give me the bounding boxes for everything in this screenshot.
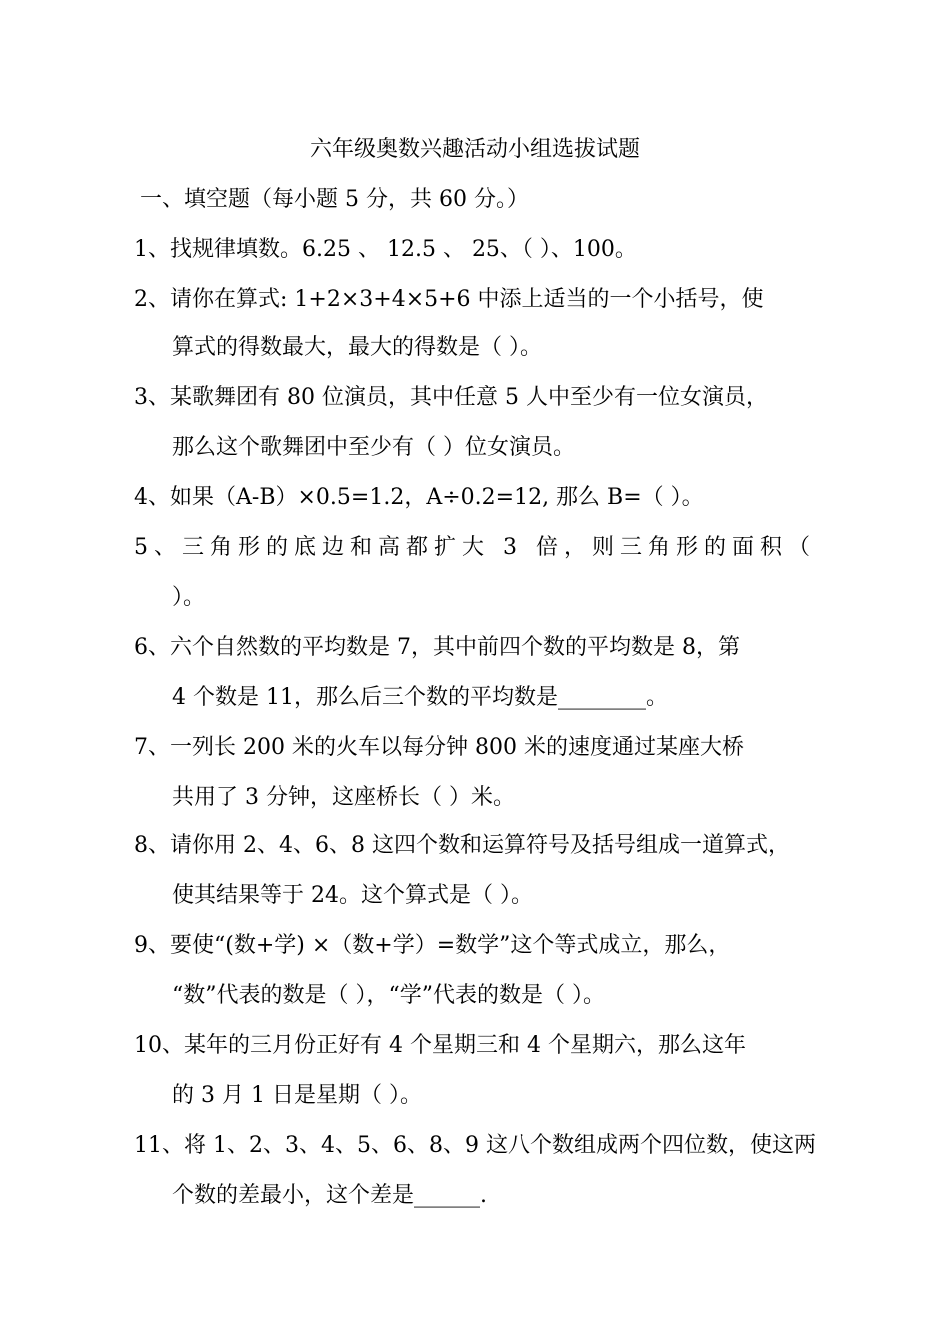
question-8-line-1: 8、请你用 2、4、6、8 这四个数和运算符号及括号组成一道算式，	[134, 833, 790, 858]
question-6-line-2: 4 个数是 11，那么后三个数的平均数是________。	[172, 685, 668, 710]
question-9-line-1: 9、要使“(数+学) ×（数+学）=数学”这个等式成立，那么，	[134, 933, 731, 958]
question-11-line-1: 11、将 1、2、3、4、5、6、8、9 这八个数组成两个四位数，使这两	[134, 1133, 816, 1158]
question-5-line-2: ）。	[172, 585, 206, 610]
question-2-line-1: 2、请你在算式: 1+2×3+4×5+6 中添上适当的一个小括号，使	[134, 287, 764, 312]
section-heading: 一、填空题（每小题 5 分，共 60 分。）	[140, 187, 529, 212]
question-1-line-1: 1、找规律填数。6.25 、 12.5 、 25、（ ）、100。	[134, 237, 637, 262]
question-10-line-1: 10、某年的三月份正好有 4 个星期三和 4 个星期六，那么这年	[134, 1033, 746, 1058]
question-6-line-1: 6、六个自然数的平均数是 7，其中前四个数的平均数是 8，第	[134, 635, 740, 660]
question-10-line-2: 的 3 月 1 日是星期（ ）。	[172, 1083, 422, 1108]
question-5-line-1: 5、三角形的底边和高都扩大 3 倍，则三角形的面积（	[134, 535, 816, 560]
question-2-line-2: 算式的得数最大，最大的得数是（ ）。	[172, 335, 542, 360]
question-3-line-2: 那么这个歌舞团中至少有（ ）位女演员。	[172, 435, 575, 460]
question-9-line-2: “数”代表的数是（ ），“学”代表的数是（ ）。	[172, 983, 605, 1008]
question-4-line-1: 4、如果（A-B）×0.5=1.2，A÷0.2=12, 那么 B=（ ）。	[134, 485, 704, 510]
question-7-line-2: 共用了 3 分钟，这座桥长（ ）米。	[172, 785, 515, 810]
question-11-line-2: 个数的差最小，这个差是______.	[172, 1183, 487, 1208]
question-3-line-1: 3、某歌舞团有 80 位演员，其中任意 5 人中至少有一位女演员，	[134, 385, 768, 410]
question-7-line-1: 7、一列长 200 米的火车以每分钟 800 米的速度通过某座大桥	[134, 735, 744, 760]
question-8-line-2: 使其结果等于 24。这个算式是（ ）。	[172, 883, 533, 908]
page-title: 六年级奥数兴趣活动小组选拔试题	[309, 137, 640, 162]
